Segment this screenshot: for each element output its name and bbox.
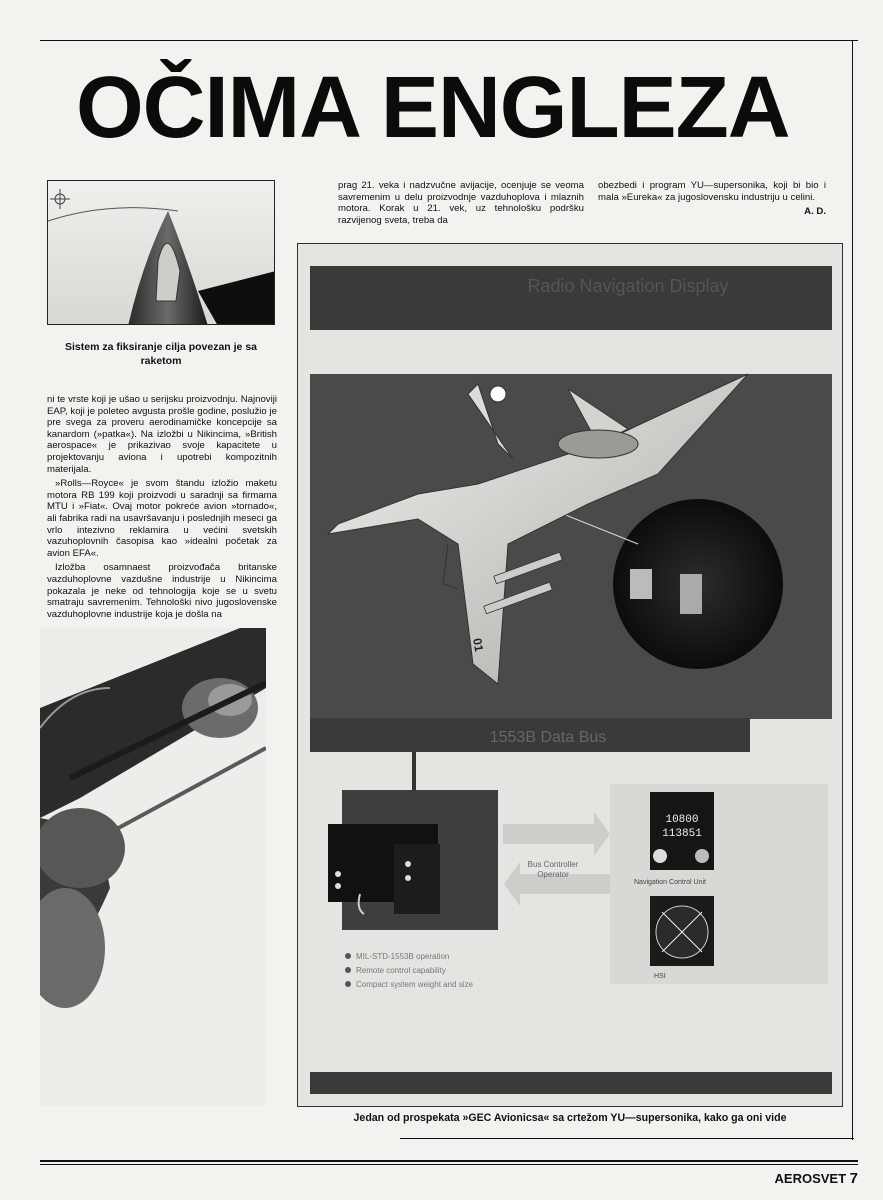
panel-label-2: HSI bbox=[654, 973, 666, 980]
footer-rule-thin bbox=[40, 1164, 858, 1165]
poster-header: Radio Navigation Display bbox=[527, 276, 729, 296]
nav-display-line-2: 113851 bbox=[662, 828, 702, 840]
aircraft-illustration bbox=[40, 628, 266, 1106]
paragraph: prag 21. veka i nadzvučne avijacije, ocenjuje se veoma savremenim u delu proizvodnje vazduhoplova i mlaznih motora. Korak u 21. vek, uz tehnološku podršku razvijenog sveta, treba da bbox=[338, 180, 584, 226]
aircraft-detail-photo bbox=[40, 628, 266, 1106]
page-footer bbox=[700, 1170, 858, 1188]
arrow-label-1: Bus Controller bbox=[527, 860, 579, 869]
middle-text-column bbox=[338, 180, 584, 229]
magazine-name: AEROSVET bbox=[774, 1171, 847, 1186]
bottom-frame-rule bbox=[400, 1138, 854, 1139]
brochure-caption: Jedan od prospekata »GEC Avionicsa« sa crtežom YU—supersonika, kako ga oni vide bbox=[353, 1112, 787, 1124]
paragraph: obezbedi i program YU—supersonika, koji bi bio i mala »Eureka« za jugoslovensku industriju u celini. bbox=[598, 180, 826, 203]
panel-label-1: Navigation Control Unit bbox=[634, 879, 706, 886]
bus-label: 1553B Data Bus bbox=[489, 729, 607, 746]
aircraft-marking: 01 bbox=[470, 637, 487, 653]
right-text-column bbox=[598, 180, 826, 218]
top-photo-caption: Sistem za fiksiranje cilja povezan je sa raketom bbox=[64, 341, 257, 367]
paragraph: Izložba osamnaest proizvođača britanske vazduhoplovne vazdušne industrije u Nikincima pokazala je neke od tehnologija koje se u svetu smatraju savremenim. Tehnološki nivo jugoslovenske vazduhoplovne industrije koja je došla na bbox=[47, 562, 277, 620]
paragraph: ni te vrste koji je ušao u serijsku proizvodnju. Najnoviji EAP, koji je poleteo avgusta prošle godine, poslužio je pre svega za proveru aerodinamičke koncepcije sa kanardom (»patka«). Na izložbi u Nikincima, »British aerospace« je prikazivao svoje kapacitete u projektovanju aviona i upotrebi kompozitnih materijala. bbox=[47, 394, 277, 475]
missile-seeker-photo bbox=[47, 180, 275, 325]
gec-avionics-brochure bbox=[297, 243, 843, 1107]
nav-display-line-1: 10800 bbox=[665, 814, 699, 826]
brochure-illustration bbox=[298, 244, 843, 1107]
footer-rule bbox=[40, 1160, 858, 1162]
poster-bullet: Remote control capability bbox=[356, 966, 446, 975]
author-signature: A. D. bbox=[804, 206, 826, 218]
right-frame-rule bbox=[852, 40, 853, 1140]
left-text-column bbox=[47, 394, 277, 623]
top-frame-rule bbox=[40, 40, 858, 41]
page-number: 7 bbox=[849, 1170, 858, 1187]
arrow-label-2: Operator bbox=[537, 870, 569, 879]
poster-bullet: Compact system weight and size bbox=[356, 980, 473, 989]
poster-bullet: MIL-STD-1553B operation bbox=[356, 952, 450, 961]
missile-seeker-illustration bbox=[48, 181, 275, 325]
paragraph: »Rolls—Royce« je svom štandu izložio maketu motora RB 199 koji proizvodi u saradnji sa firmama MTU i »Fiat«. Ovaj motor pokreće avion »tornado«, ali fabrika radi na usavršavanju i poslednjih meseci ga vrlo intezivno reklamira u većini svetskih vazuhoplovnih časopisa kao »idealni početak za avion EFA«. bbox=[47, 478, 277, 559]
headline: OČIMA ENGLEZA bbox=[76, 59, 790, 156]
